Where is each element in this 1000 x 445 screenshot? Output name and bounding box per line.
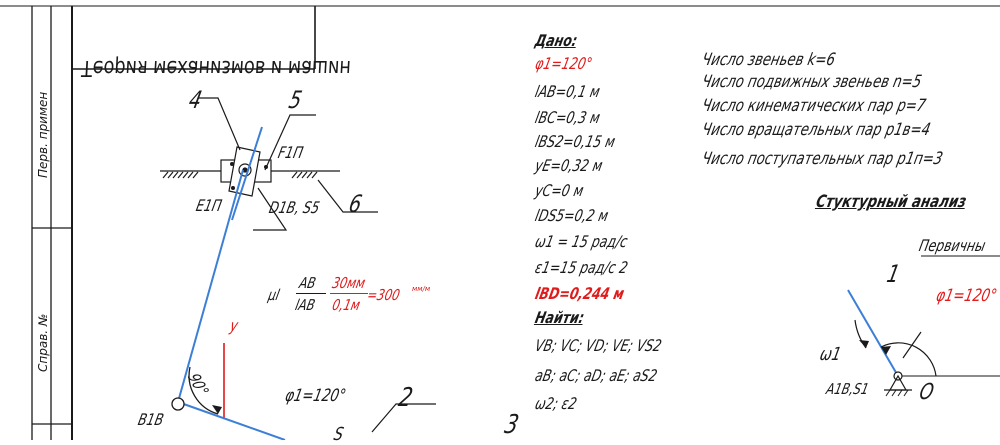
label-link-1: 1 (884, 260, 903, 288)
label-link-3: 3 (502, 410, 522, 440)
structure-links: Число звеньев k=6 (700, 50, 838, 70)
label-phi-right: φ1=120° (934, 286, 999, 306)
label-link-2: 2 (396, 383, 416, 413)
label-angle-90: 90° (183, 371, 214, 398)
structure-analysis-title: Стуктурный анализ (814, 192, 969, 212)
scale-frac-line-1 (296, 293, 326, 294)
find-accelerations: aB; aC; aD; aE; aS2 (533, 366, 659, 385)
label-f1p: F1П (276, 143, 305, 162)
structure-moving: Число подвижных звеньев n=5 (700, 72, 924, 92)
given-lbs2: lBS2=0,15 м (533, 132, 617, 151)
label-omega1: ω1 (817, 344, 844, 365)
label-a1v-s1: A1В,S1 (824, 380, 871, 398)
label-s: S (331, 424, 346, 445)
given-lds5: lDS5=0,2 м (533, 206, 611, 225)
label-y-axis: y (228, 316, 240, 335)
label-link-6: 6 (346, 190, 365, 218)
given-lab: lAB=0,1 м (533, 82, 602, 101)
structure-pairs: Число кинематических пар p=7 (700, 96, 928, 116)
given-omega1: ω1 = 15 рад/с (533, 232, 630, 251)
label-phi-bottom (283, 388, 347, 405)
structure-trans: Число поступательных пар p1п=3 (700, 149, 945, 169)
label-link-4: 4 (186, 86, 205, 114)
find-omega-eps: ω2; ε2 (533, 394, 579, 413)
label-b1v: B1В (136, 410, 166, 429)
given-ye: yE=0,32 м (533, 156, 605, 175)
label-link-5: 5 (286, 86, 305, 114)
structure-rot: Число вращательных пар p1в=4 (700, 120, 933, 140)
given-phi1: φ1=120° (533, 54, 595, 73)
scale-frac-top: AB (297, 274, 318, 292)
scale-val-bottom: 0,1м (330, 296, 362, 314)
scale-result: =300 (365, 286, 402, 304)
sidebar-label-sprav-no: Справ. № (36, 313, 50, 372)
given-yc: yC=0 м (533, 181, 586, 200)
scale-val-top: 30мм (330, 274, 367, 292)
given-heading: Дано: (533, 31, 580, 50)
find-velocities: VB; VC; VD; VE; VS2 (533, 336, 664, 355)
given-lbc: lBC=0,3 м (533, 108, 602, 127)
scale-frac-bottom: lAB (293, 296, 317, 314)
given-lbd: lBD=0,244 м (533, 284, 627, 303)
phi-bottom-text: φ1=120° (283, 386, 348, 406)
label-d1v-s5: D1В, S5 (267, 198, 322, 217)
scale-mu: μl (266, 286, 282, 304)
find-heading: Найти: (533, 308, 587, 327)
label-o: O (917, 380, 936, 405)
label-e1p: E1П (194, 196, 224, 215)
scale-unit: мм/м (412, 285, 431, 293)
given-eps1: ε1=15 рад/с 2 (533, 258, 630, 277)
sidebar-label-perv-primen: Перв. примен (36, 91, 50, 178)
stamp-title: Теория механизмов и машин (79, 55, 354, 80)
structure-primary: Первичны (917, 236, 988, 255)
scale-frac-line-2 (330, 293, 368, 294)
